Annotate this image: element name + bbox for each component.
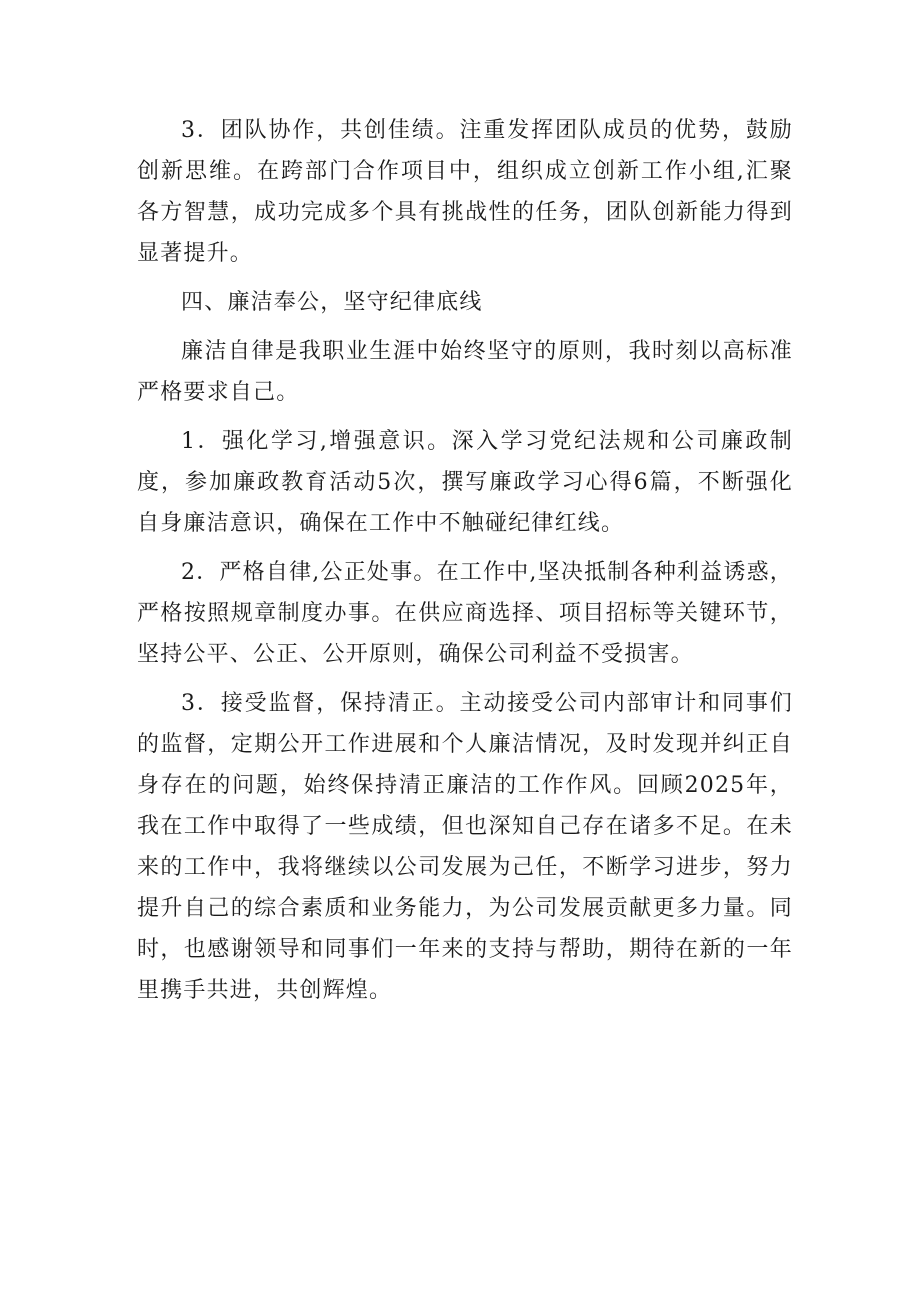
paragraph-team-collaboration: 3．团队协作，共创佳绩。注重发挥团队成员的优势，鼓励创新思维。在跨部门合作项目中，组织成立创新工作小组,汇聚各方智慧，成功完成多个具有挑战性的任务，团队创新能力得到显著提升。 bbox=[137, 118, 793, 266]
paragraph-strengthen-learning: 1．强化学习,增强意识。深入学习党纪法规和公司廉政制度，参加廉政教育活动5次，撰写廉政学习心得6篇，不断强化自身廉洁意识，确保在工作中不触碰纪律红线。 bbox=[137, 429, 793, 536]
paragraph-accept-supervision: 3．接受监督，保持清正。主动接受公司内部审计和同事们的监督，定期公开工作进展和个人廉洁情况，及时发现并纠正自身存在的问题，始终保持清正廉洁的工作作风。回顾2025年，我在工作中取得了一些成绩，但也深知自己存在诸多不足。在未来的工作中，我将继续以公司发展为己任，不断学习进步，努力提升自己的综合素质和业务能力，为公司发展贡献更多力量。同时，也感谢领导和同事们一年来的支持与帮助，期待在新的一年里携手共进，共创辉煌。 bbox=[137, 691, 793, 1003]
document-body bbox=[137, 110, 793, 1019]
section-heading-integrity: 四、廉洁奉公，坚守纪律底线 bbox=[181, 290, 483, 315]
paragraph-strict-discipline: 2．严格自律,公正处事。在工作中,坚决抵制各种利益诱惑，严格按照规章制度办事。在供应商选择、项目招标等关键环节，坚持公平、公正、公开原则，确保公司利益不受损害。 bbox=[137, 560, 793, 667]
paragraph-integrity-intro: 廉洁自律是我职业生涯中始终坚守的原则，我时刻以高标准严格要求自己。 bbox=[137, 339, 793, 405]
